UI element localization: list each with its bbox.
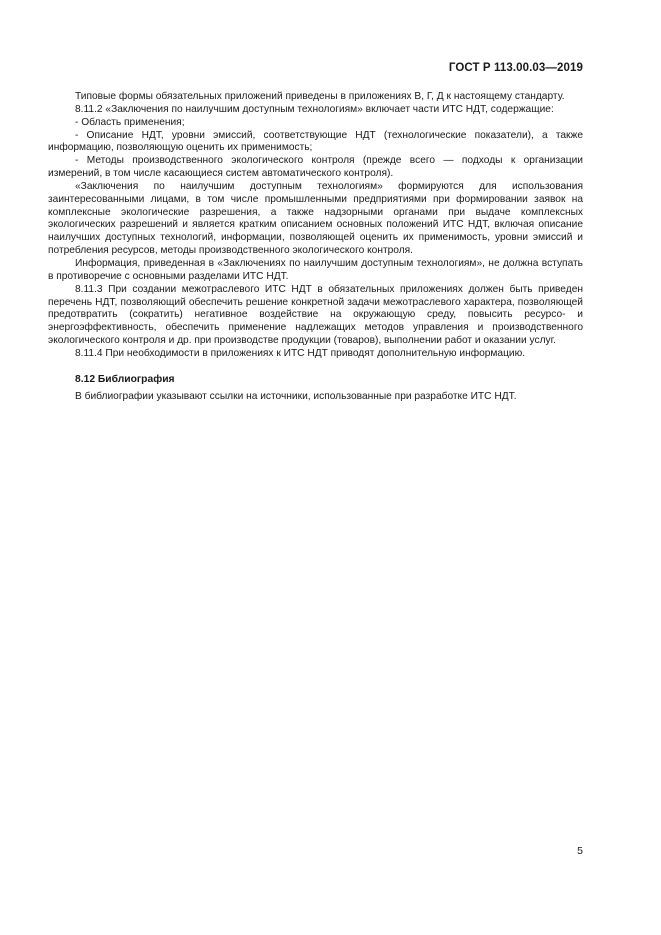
- document-body: [48, 91, 583, 404]
- paragraph: В библиографии указывают ссылки на источники, использованные при разработке ИТС НДТ.: [75, 390, 517, 402]
- paragraph: 8.11.4 При необходимости в приложениях к ИТС НДТ приводят дополнительную информацию.: [75, 347, 526, 359]
- list-item: - Область применения;: [75, 116, 185, 128]
- paragraph: 8.11.3 При создании межотраслевого ИТС НДТ в обязательных приложениях должен быть приведен перечень НДТ, позволяющий обеспечить решение конкретной задачи межотраслевого характера, позволяющей предотвратить (сократить) негативное воздействие на окружающую среду, повысить ресурсо- и энергоэффективность, обеспечить применение надлежащих методов управления и производственного экологического контроля и др. при производстве продукции (товаров), выполнении работ и оказании услуг.: [48, 283, 583, 347]
- paragraph: Информация, приведенная в «Заключениях по наилучшим доступным технологиям», не должна вступать в противоречие с основными разделами ИТС НДТ.: [48, 257, 583, 282]
- list-item: - Описание НДТ, уровни эмиссий, соответствующие НДТ (технологические показатели), а также информацию, позволяющую оценить их применимость;: [48, 129, 583, 154]
- paragraph: Типовые формы обязательных приложений приведены в приложениях В, Г, Д к настоящему стандарту.: [75, 91, 565, 102]
- page-number: 5: [577, 845, 583, 857]
- paragraph: «Заключения по наилучшим доступным технологиям» формируются для использования заинтересованными лицами, в том числе промышленными предприятиями при формировании заявок на комплексные экологические разрешения, а также надзорными органами при выдаче комплексных экологических разрешений и является кратким описанием основных положений ИТС НДТ, включая описание наилучших доступных технологий, информации, позволяющей оценить их применимость, уровни эмиссий и потребления ресурсов, методы производственного экологического контроля.: [48, 180, 583, 257]
- paragraph: 8.11.2 «Заключения по наилучшим доступным технологиям» включает части ИТС НДТ, содержащие:: [75, 103, 554, 115]
- document-code-header: ГОСТ Р 113.00.03—2019: [448, 62, 583, 74]
- list-item: - Методы производственного экологического контроля (прежде всего — подходы к организации измерений, в том числе касающиеся систем автоматического контроля).: [48, 155, 583, 180]
- section-heading: 8.12 Библиография: [75, 373, 175, 385]
